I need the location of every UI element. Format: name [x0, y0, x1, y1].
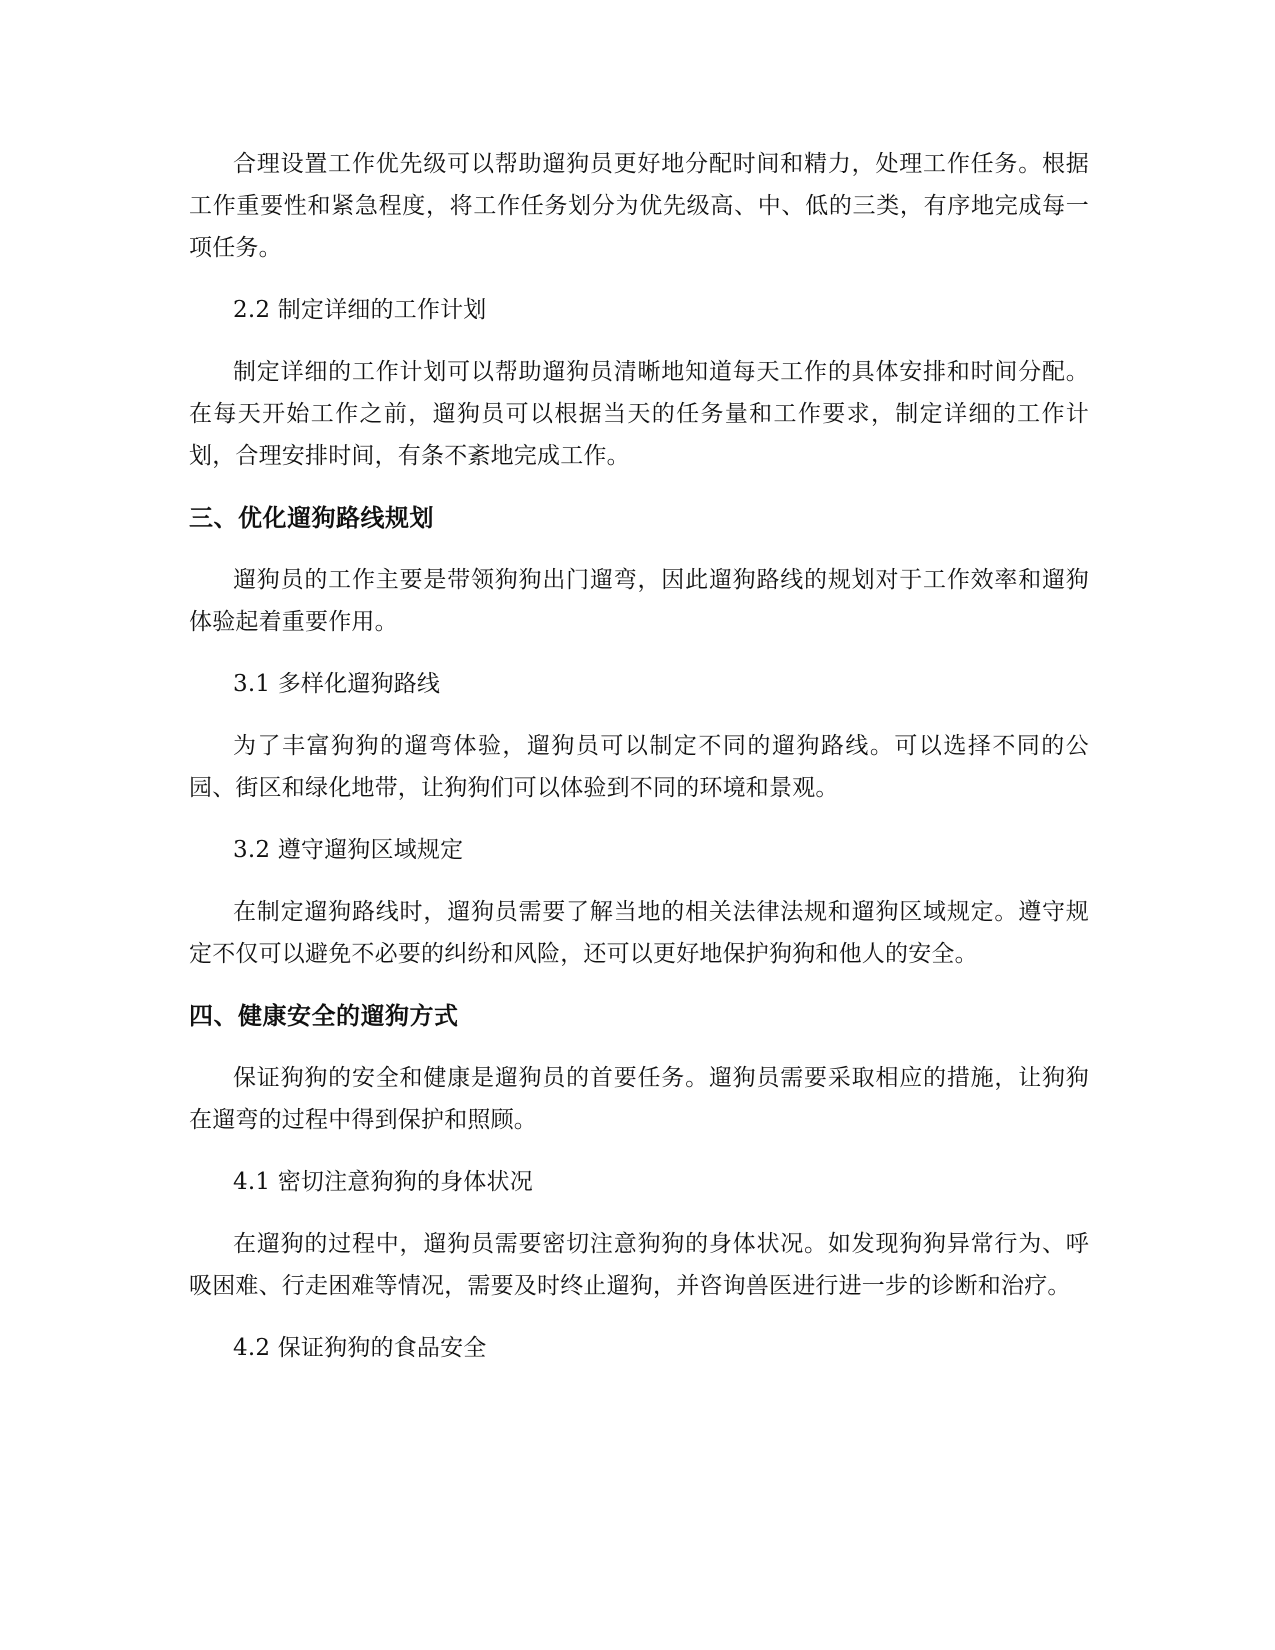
paragraph-area-rules: 在制定遛狗路线时，遛狗员需要了解当地的相关法律法规和遛狗区域规定。遵守规定不仅可以避免不必要的纠纷和风险，还可以更好地保护狗狗和他人的安全。 — [189, 899, 1089, 967]
subheading-3-2: 3.2 遵守遛狗区域规定 — [233, 837, 464, 863]
paragraph-route-intro: 遛狗员的工作主要是带领狗狗出门遛弯，因此遛狗路线的规划对于工作效率和遛狗体验起着重要作用。 — [189, 567, 1089, 635]
subheading-4-1: 4.1 密切注意狗狗的身体状况 — [233, 1169, 533, 1195]
subheading-3-1: 3.1 多样化遛狗路线 — [233, 671, 441, 697]
subheading-2-2: 2.2 制定详细的工作计划 — [233, 297, 487, 323]
paragraph-safety-intro: 保证狗狗的安全和健康是遛狗员的首要任务。遛狗员需要采取相应的措施，让狗狗在遛弯的过程中得到保护和照顾。 — [189, 1065, 1089, 1133]
subheading-4-2: 4.2 保证狗狗的食品安全 — [233, 1335, 487, 1361]
paragraph-work-priority: 合理设置工作优先级可以帮助遛狗员更好地分配时间和精力，处理工作任务。根据工作重要性和紧急程度，将工作任务划分为优先级高、中、低的三类，有序地完成每一项任务。 — [189, 151, 1089, 261]
paragraph-diverse-routes: 为了丰富狗狗的遛弯体验，遛狗员可以制定不同的遛狗路线。可以选择不同的公园、街区和绿化地带，让狗狗们可以体验到不同的环境和景观。 — [189, 733, 1089, 801]
heading-section-3: 三、优化遛狗路线规划 — [189, 504, 434, 532]
heading-section-4: 四、健康安全的遛狗方式 — [189, 1002, 459, 1030]
document-body — [189, 143, 1089, 1389]
paragraph-work-plan: 制定详细的工作计划可以帮助遛狗员清晰地知道每天工作的具体安排和时间分配。在每天开始工作之前，遛狗员可以根据当天的任务量和工作要求，制定详细的工作计划，合理安排时间，有条不紊地完成工作。 — [189, 359, 1089, 469]
paragraph-health-watch: 在遛狗的过程中，遛狗员需要密切注意狗狗的身体状况。如发现狗狗异常行为、呼吸困难、行走困难等情况，需要及时终止遛狗，并咨询兽医进行进一步的诊断和治疗。 — [189, 1231, 1089, 1299]
